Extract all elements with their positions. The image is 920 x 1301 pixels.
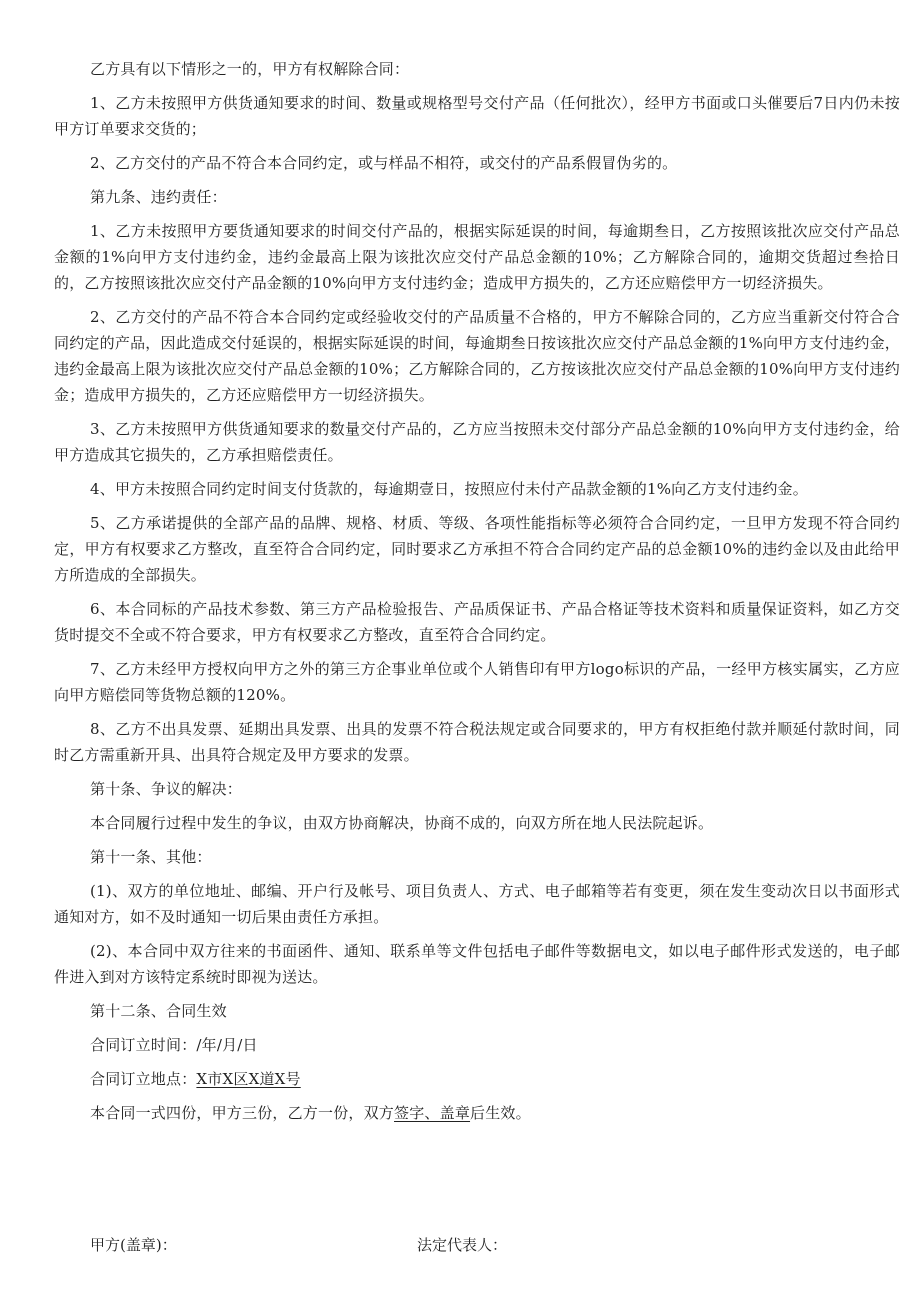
other-item-2: (2)、本合同中双方往来的书面函件、通知、联系单等文件包括电子邮件等数据电文，如以电子邮件形式发送的，电子邮件进入到对方该特定系统时即视为送达。 — [54, 942, 900, 986]
termination-intro: 乙方具有以下情形之一的，甲方有权解除合同： — [90, 60, 410, 78]
termination-item-1: 1、乙方未按照甲方供货通知要求的时间、数量或规格型号交付产品（任何批次），经甲方书面或口头催要后7日内仍未按甲方订单要求交货的； — [54, 94, 900, 138]
article-10-heading: 第十条、争议的解决： — [90, 780, 243, 798]
liability-item-4: 4、甲方未按照合同约定时间支付货款的，每逾期壹日，按照应付未付产品款金额的1%向乙方支付违约金。 — [90, 480, 808, 498]
article-11-heading: 第十一条、其他： — [90, 848, 212, 866]
copies-text-after: 后生效。 — [470, 1104, 531, 1122]
liability-item-1: 1、乙方未按照甲方要货通知要求的时间交付产品的，根据实际延误的时间，每逾期叁日，乙方按照该批次应交付产品总金额的1%向甲方支付违约金，违约金最高上限为该批次应交付产品总金额的10%；乙方解除合同的，逾期交货超过叁拾日的，乙方按照该批次应交付产品金额的10%向甲方支付违约金；造成甲方损失的，乙方还应赔偿甲方一切经济损失。 — [54, 222, 900, 292]
liability-item-6: 6、本合同标的产品技术参数、第三方产品检验报告、产品质保证书、产品合格证等技术资料和质量保证资料，如乙方交货时提交不全或不符合要求，甲方有权要求乙方整改，直至符合合同约定。 — [54, 600, 900, 644]
signature-row — [90, 1232, 890, 1258]
other-item-1: (1)、双方的单位地址、邮编、开户行及帐号、项目负责人、方式、电子邮箱等若有变更，须在发生变动次日以书面形式通知对方，如不及时通知一切后果由责任方承担。 — [54, 882, 900, 926]
liability-item-5: 5、乙方承诺提供的全部产品的品牌、规格、材质、等级、各项性能指标等必须符合合同约定，一旦甲方发现不符合同约定，甲方有权要求乙方整改，直至符合合同约定，同时要求乙方承担不符合合同约定产品的总金额10%的违约金以及由此给甲方所造成的全部损失。 — [54, 514, 900, 584]
liability-item-8: 8、乙方不出具发票、延期出具发票、出具的发票不符合税法规定或合同要求的，甲方有权拒绝付款并顺延付款时间，同时乙方需重新开具、出具符合规定及甲方要求的发票。 — [54, 720, 900, 764]
termination-item-2: 2、乙方交付的产品不符合本合同约定，或与样品不相符，或交付的产品系假冒伪劣的。 — [90, 154, 678, 172]
article-9-heading: 第九条、违约责任： — [90, 188, 227, 206]
signing-place-label: 合同订立地点： — [90, 1070, 197, 1088]
copies-text-underlined: 签字、盖章 — [394, 1104, 471, 1122]
dispute-resolution-text: 本合同履行过程中发生的争议，由双方协商解决，协商不成的，向双方所在地人民法院起诉。 — [90, 814, 714, 832]
party-a-seal-label: 甲方(盖章)： — [90, 1236, 177, 1254]
signing-date-line: 合同订立时间：/年/月/日 — [90, 1036, 258, 1054]
legal-representative-label: 法定代表人： — [417, 1236, 508, 1254]
copies-line — [54, 1100, 900, 1126]
signing-place-line — [54, 1066, 900, 1092]
liability-item-7: 7、乙方未经甲方授权向甲方之外的第三方企事业单位或个人销售印有甲方logo标识的产品，一经甲方核实属实，乙方应向甲方赔偿同等货物总额的120%。 — [54, 660, 900, 704]
liability-item-2: 2、乙方交付的产品不符合本合同约定或经验收交付的产品质量不合格的，甲方不解除合同的，乙方应当重新交付符合合同约定的产品，因此造成交付延误的，根据实际延误的时间，每逾期叁日按该批次应交付产品总金额的1%向甲方支付违约金，违约金最高上限为该批次应交付产品总金额的10%；乙方解除合同的，乙方按该批次应交付产品总金额的10%向甲方支付违约金；造成甲方损失的，乙方还应赔偿甲方一切经济损失。 — [54, 308, 900, 404]
copies-text-before: 本合同一式四份，甲方三份，乙方一份，双方 — [90, 1104, 395, 1122]
liability-item-3: 3、乙方未按照甲方供货通知要求的数量交付产品的，乙方应当按照未交付部分产品总金额的10%向甲方支付违约金，给甲方造成其它损失的，乙方承担赔偿责任。 — [54, 420, 900, 464]
article-12-heading: 第十二条、合同生效 — [90, 1002, 227, 1020]
signing-place-value: X市X区X道X号 — [196, 1070, 301, 1088]
contract-body — [54, 56, 900, 1134]
